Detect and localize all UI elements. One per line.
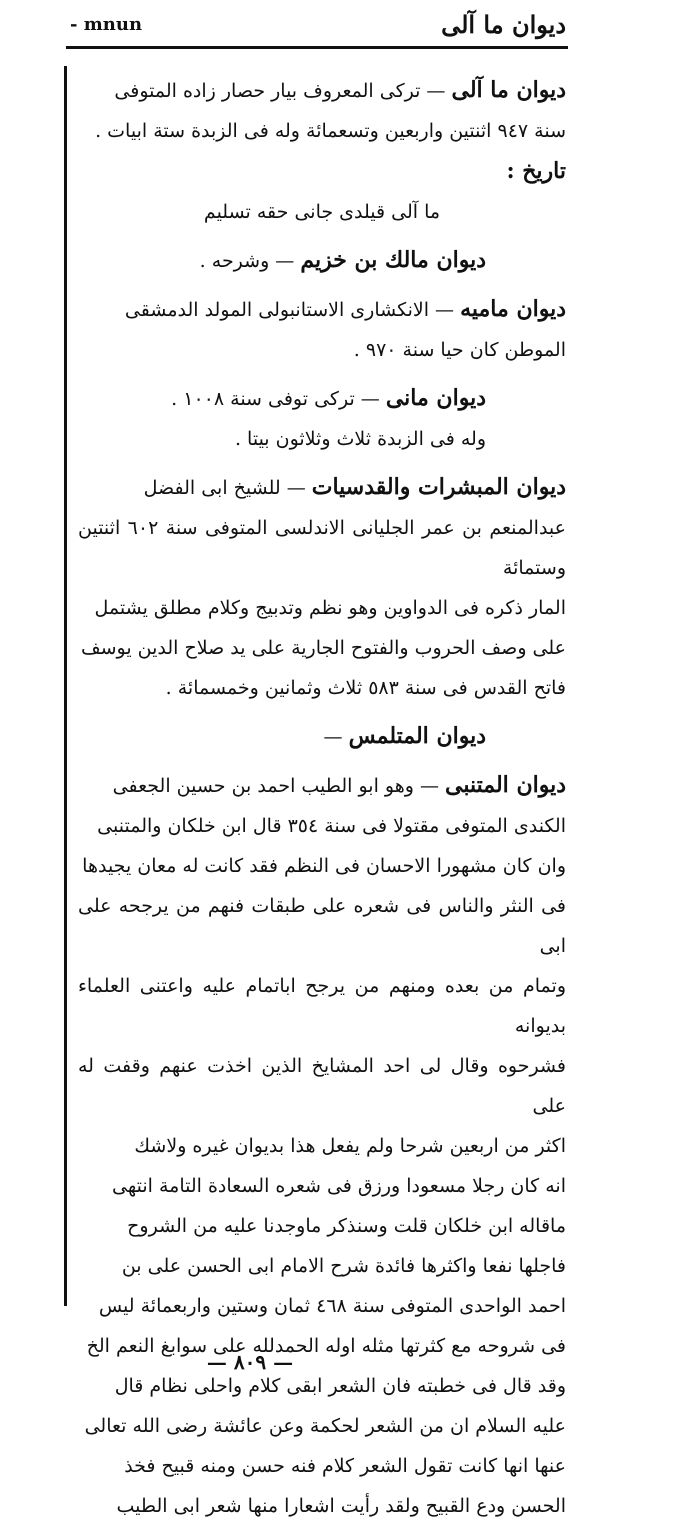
entry-line: انه كان رجلا مسعودا ورزق فى شعره السعادة التامة انتهى bbox=[112, 1175, 566, 1197]
entry-mamiya bbox=[78, 289, 566, 370]
entry-line: فى شروحه مع كثرتها مثله اوله الحمدلله على سوابغ النعم الخ bbox=[86, 1335, 566, 1357]
entry-line: عنها انها كانت تقول الشعر كلام فنه حسن ومنه قبيح فخذ bbox=[124, 1455, 566, 1477]
entry-heading: ديوان مانى bbox=[385, 385, 486, 411]
entry-heading: ديوان المبشرات والقدسيات bbox=[311, 474, 566, 500]
entry-heading: ديوان المتلمس bbox=[348, 723, 486, 749]
entry-line: — الانكشارى الاستانبولى المولد الدمشقى bbox=[124, 299, 455, 321]
header-rule bbox=[66, 46, 568, 49]
entry-line: عبدالمنعم بن عمر الجليانى الاندلسى المتوفى سنة ٦٠٢ اثنتين وستمائة bbox=[78, 517, 566, 579]
entry-line: فاتح القدس فى سنة ٥٨٣ ثلاث وثمانين وخمسمائة . bbox=[165, 677, 566, 699]
main-text bbox=[78, 70, 566, 1526]
entry-line: وقد قال فى خطبته فان الشعر ابقى كلام واحلى نظام قال bbox=[114, 1375, 566, 1397]
entry-line: — bbox=[323, 726, 343, 748]
entry-line: فشرحوه وقال لى احد المشايخ الذين اخذت عنهم وقفت له على bbox=[78, 1055, 566, 1117]
entry-line: احمد الواحدى المتوفى سنة ٤٦٨ ثمان وستين واربعمائة ليس bbox=[98, 1295, 566, 1317]
column-rule bbox=[64, 66, 67, 1306]
entry-line: وان كان مشهورا الاحسان فى النظم فقد كانت له معان يجيدها bbox=[82, 855, 566, 877]
running-header-left: - mnun bbox=[70, 14, 143, 35]
entry-line: سنة ٩٤٧ اثنتين واربعين وتسعمائة وله فى الزبدة ستة ابيات . bbox=[95, 120, 566, 142]
entry-line: — وهو ابو الطيب احمد بن حسين الجعفى bbox=[112, 775, 439, 797]
entry-line: المار ذكره فى الدواوين وهو نظم وتدبيج وكلام مطلق يشتمل bbox=[94, 597, 566, 619]
entry-heading: ديوان المتنبى bbox=[445, 772, 566, 798]
entry-line: الحسن ودع القبيح ولقد رأيت اشعارا منها شعر ابى الطيب bbox=[116, 1495, 566, 1517]
entry-line: اكثر من اربعين شرحا ولم يفعل هذا بديوان غيره ولاشك bbox=[134, 1135, 566, 1157]
entry-heading: ديوان ماميه bbox=[460, 296, 566, 322]
entry-line: — وشرحه . bbox=[199, 250, 295, 272]
entry-heading: ديوان ما آلى bbox=[451, 77, 566, 103]
entry-heading: ديوان مالك بن خزيم bbox=[300, 247, 486, 273]
entry-line: وتمام من بعده ومنهم من يرجح اباتمام عليه واعتنى العلماء بديوانه bbox=[78, 975, 566, 1037]
entry-line: الكندى المتوفى مقتولا فى سنة ٣٥٤ قال ابن خلكان والمتنبى bbox=[97, 815, 566, 837]
entry-line: وله فى الزبدة ثلاث وثلاثون بيتا . bbox=[234, 428, 486, 450]
entry-malik bbox=[78, 240, 566, 281]
entry-diwan-maali bbox=[78, 70, 566, 192]
entry-mani bbox=[78, 378, 566, 459]
verse-text: ما آلى قيلدى جانى حقه تسليم bbox=[203, 201, 441, 223]
page-number: — ٨٠٩ — bbox=[206, 1350, 294, 1374]
entry-mutalammis bbox=[78, 716, 566, 757]
entry-line: — تركى المعروف بيار حصار زاده المتوفى bbox=[114, 80, 446, 102]
verse-line bbox=[78, 192, 566, 232]
entry-mutanabbi bbox=[78, 765, 566, 1526]
entry-line: تاريخ : bbox=[506, 158, 566, 184]
entry-line: ماقاله ابن خلكان قلت وسنذكر ماوجدنا عليه من الشروح bbox=[127, 1215, 566, 1237]
entry-line: — تركى توفى سنة ١٠٠٨ . bbox=[171, 388, 380, 410]
entry-line: الموطن كان حيا سنة ٩٧٠ . bbox=[353, 339, 566, 361]
entry-mubashirat bbox=[78, 467, 566, 708]
entry-line: فاجلها نفعا واكثرها فائدة شرح الامام ابى الحسن على بن bbox=[121, 1255, 566, 1277]
running-header-title: ديوان ما آلى bbox=[441, 10, 566, 39]
entry-line: فى النثر والناس فى شعره على طبقات فنهم من يرجحه على ابى bbox=[78, 895, 566, 957]
entry-line: على وصف الحروب والفتوح الجارية على يد صلاح الدين يوسف bbox=[80, 637, 566, 659]
entry-line: — للشيخ ابى الفضل bbox=[143, 477, 306, 499]
entry-line: عليه السلام ان من الشعر لحكمة وعن عائشة رضى الله تعالى bbox=[84, 1415, 566, 1437]
